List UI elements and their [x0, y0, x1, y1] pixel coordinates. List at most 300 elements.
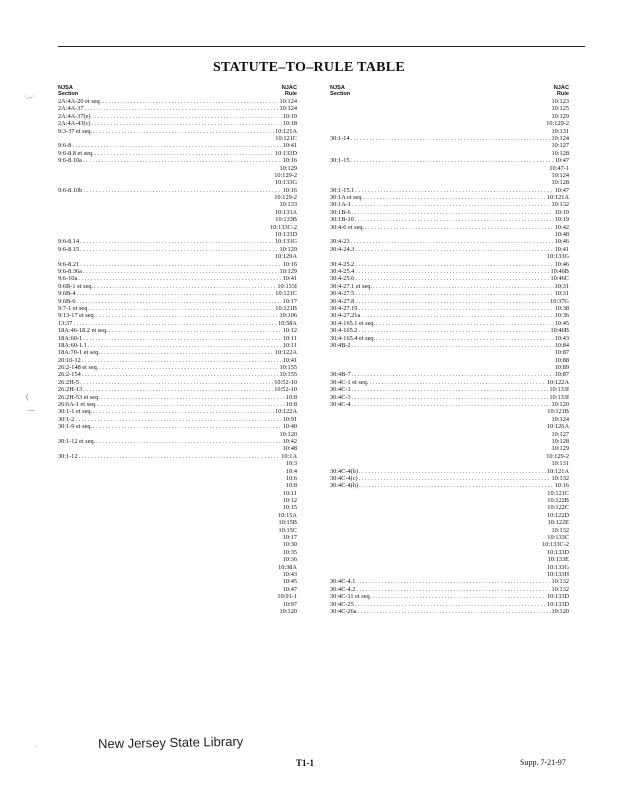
rule-citation: 10:133G — [546, 563, 569, 571]
statute-section: 30:4C-4(c) — [330, 474, 358, 482]
leader-dots — [373, 283, 554, 290]
statute-section: 20:10-12 — [58, 356, 81, 364]
table-row — [330, 150, 569, 157]
table-row — [330, 512, 569, 519]
table-row — [58, 534, 297, 541]
rule-citation: 10:16 — [282, 186, 297, 194]
table-row — [58, 172, 297, 179]
rule-citation: 10:155 — [279, 371, 297, 379]
rule-citation: 10:42 — [282, 437, 297, 445]
table-row — [330, 98, 569, 105]
leader-dots — [109, 327, 282, 334]
table-row — [330, 142, 569, 149]
statute-section: 30:1A et seq. — [330, 194, 364, 202]
rule-citation: 10:132 — [551, 474, 569, 482]
statute-section: 30:4-6 et seq. — [330, 223, 365, 231]
leader-dots — [80, 379, 273, 386]
table-row — [58, 593, 297, 600]
njsa-header: NJSA — [58, 85, 73, 91]
leader-dots — [75, 416, 281, 423]
table-row — [330, 246, 569, 253]
table-row — [58, 98, 297, 105]
rule-citation: 10:129-2 — [274, 171, 297, 179]
table-row — [58, 601, 297, 608]
leader-dots — [372, 593, 546, 600]
rule-citation: 10:120 — [279, 607, 297, 615]
statute-section: 9:13-17 et seq. — [58, 312, 96, 320]
table-row — [330, 497, 569, 504]
leader-dots — [83, 386, 273, 393]
rule-citation: 10:3 — [285, 460, 297, 468]
table-row — [330, 179, 569, 186]
table-row — [330, 283, 569, 290]
leader-dots — [83, 187, 281, 194]
rule-citation: 10:43 — [554, 334, 569, 342]
right-column-header — [330, 85, 569, 98]
rule-citation: 10:35 — [282, 548, 297, 556]
leader-dots — [98, 401, 285, 408]
rule-citation: 10:38 — [554, 304, 569, 312]
rule-citation: 10:129-2 — [546, 120, 569, 128]
rule-citation: 10:19 — [554, 216, 569, 224]
rule-citation: 10:129 — [279, 164, 297, 172]
rule-citation: 10:12 — [282, 327, 297, 335]
leader-dots — [93, 128, 274, 135]
leader-dots — [355, 246, 553, 253]
leader-dots — [376, 320, 554, 327]
rule-citation: 10:133D — [274, 231, 297, 239]
statute-section: 30:4-24.3 — [330, 245, 355, 253]
leader-dots — [355, 216, 554, 223]
leader-dots — [88, 342, 282, 349]
statute-section: 9:7-1 et seq. — [58, 304, 89, 312]
rule-citation: 10:133H — [546, 571, 569, 578]
table-row — [58, 401, 297, 408]
table-row — [330, 253, 569, 260]
top-rule — [58, 46, 585, 47]
leader-dots — [93, 423, 282, 430]
rule-citation: 10:155 — [279, 364, 297, 372]
rule-citation: 10:133D — [546, 593, 569, 601]
rule-citation: 10:11 — [282, 341, 297, 349]
rule-citation: 10:122B — [547, 497, 569, 505]
statute-section: 26:2H-53 et seq. — [58, 393, 100, 401]
statute-section: 30:4-27.1 et seq. — [330, 282, 372, 290]
rule-citation: 10:133I — [549, 393, 569, 401]
rule-citation: 10:129-2 — [546, 452, 569, 460]
rule-citation: 10:47 — [554, 157, 569, 165]
leader-dots — [358, 608, 551, 615]
table-row — [330, 601, 569, 608]
leader-dots — [83, 335, 282, 342]
table-row — [330, 312, 569, 319]
table-row — [58, 157, 297, 164]
table-row — [58, 187, 297, 194]
leader-dots — [364, 194, 546, 201]
rule-citation: 10:132 — [551, 578, 569, 586]
table-row — [330, 231, 569, 238]
rule-citation: 10:30 — [282, 541, 297, 549]
rule-citation: 10:133D — [274, 149, 297, 157]
table-row — [330, 556, 569, 563]
statute-section: 9:6B-4 — [58, 290, 76, 298]
rule-citation: 10:46 — [554, 238, 569, 246]
table-row — [58, 564, 297, 571]
table-row — [330, 408, 569, 415]
statute-section: 30:4-25.4 — [330, 267, 355, 275]
table-row — [58, 150, 297, 157]
library-stamp: New Jersey State Library — [97, 733, 244, 752]
table-row — [58, 379, 297, 386]
rule-citation: 10:121C — [547, 489, 569, 497]
table-row — [330, 401, 569, 408]
table-row — [330, 224, 569, 231]
rule-citation: 10:132 — [551, 526, 569, 534]
table-row — [330, 423, 569, 430]
margin-mark: · — [34, 742, 37, 751]
right-table-rows — [330, 98, 569, 615]
leader-dots — [359, 482, 554, 489]
leader-dots — [355, 261, 553, 268]
table-row — [58, 504, 297, 511]
leader-dots — [355, 275, 549, 282]
leader-dots — [365, 224, 554, 231]
table-row — [330, 445, 569, 452]
rule-citation: 10:40 — [282, 423, 297, 431]
leader-dots — [77, 298, 282, 305]
table-row — [58, 135, 297, 142]
table-row — [330, 275, 569, 282]
table-row — [330, 120, 569, 127]
left-table-rows — [58, 98, 297, 615]
leader-dots — [80, 246, 278, 253]
rule-citation: 10:87 — [554, 371, 569, 379]
rule-citation: 10:16 — [282, 157, 297, 165]
leader-dots — [355, 298, 549, 305]
table-row — [58, 261, 297, 268]
leader-dots — [92, 120, 282, 127]
table-row — [58, 519, 297, 526]
rule-citation: 10:8 — [285, 482, 297, 490]
rule-citation: 10:18 — [282, 120, 297, 128]
leader-dots — [99, 364, 278, 371]
rule-citation: 10:88 — [554, 356, 569, 364]
statute-section: 18A:60-1 — [58, 334, 83, 342]
leader-dots — [358, 305, 553, 312]
statute-section: 30:4-27.19 — [330, 304, 358, 312]
statute-section: 2A:4A-37 — [58, 105, 84, 113]
statute-section: 30:4-165.4 et seq. — [330, 334, 376, 342]
table-row — [58, 209, 297, 216]
table-row — [330, 187, 569, 194]
leader-dots — [352, 394, 549, 401]
table-row — [330, 209, 569, 216]
table-row — [330, 327, 569, 334]
table-row — [330, 416, 569, 423]
rule-citation: 10:121A — [546, 194, 569, 202]
statute-section: 30:4C-4.1 — [330, 578, 356, 586]
leader-dots — [355, 290, 553, 297]
leader-dots — [376, 335, 554, 342]
statute-section: 30:4-25.2 — [330, 260, 355, 268]
table-row — [58, 460, 297, 467]
rule-citation: 10:8 — [285, 401, 297, 409]
table-row — [58, 342, 297, 349]
statute-section: 9:6-8 — [58, 142, 72, 150]
leader-dots — [96, 438, 281, 445]
table-row — [330, 298, 569, 305]
rule-citation: 10:122C — [547, 504, 569, 512]
rule-citation: 10:36 — [554, 312, 569, 320]
statute-section: 9:6-8.21 — [58, 260, 80, 268]
statute-section: 9:6-8.14 — [58, 238, 80, 246]
statute-section: 30:4-23 — [330, 238, 350, 246]
statute-section: 30:4C-11 et seq. — [330, 593, 372, 601]
statute-section: 30:4B-7 — [330, 371, 351, 379]
statute-section: 9:6-8.10b — [58, 186, 83, 194]
rule-citation: 10:124 — [551, 134, 569, 142]
rule-citation: 10:122A — [274, 408, 297, 416]
rule-citation: 10:133C — [547, 534, 569, 542]
table-row — [330, 201, 569, 208]
rule-citation: 10:91-1 — [277, 593, 297, 601]
statute-section: 30:1-12 et seq. — [58, 437, 96, 445]
table-row — [58, 224, 297, 231]
table-row — [330, 305, 569, 312]
table-row — [58, 246, 297, 253]
rule-citation: 10:41 — [554, 245, 569, 253]
table-row — [58, 497, 297, 504]
leader-dots — [351, 135, 551, 142]
statute-section: 26:2H-5 — [58, 378, 79, 386]
table-row — [330, 157, 569, 164]
rule-citation: 10:84 — [554, 341, 569, 349]
table-row — [330, 549, 569, 556]
statute-section: 30:1-14 — [330, 134, 350, 142]
table-row — [58, 475, 297, 482]
njsa-header: NJSA — [330, 85, 345, 91]
section-subheader: Section — [330, 91, 351, 98]
statute-section: 30:4C-4 — [330, 401, 351, 409]
statute-section: 9:6B-1 et seq. — [58, 282, 94, 290]
table-row — [330, 564, 569, 571]
rule-citation: 10:52-10 — [274, 386, 297, 394]
statute-section: 30:1-1 et seq. — [58, 408, 93, 416]
table-row — [330, 290, 569, 297]
leader-dots — [351, 238, 554, 245]
rule-citation: 10:42 — [554, 223, 569, 231]
table-row — [58, 431, 297, 438]
rule-subheader: Rule — [284, 91, 297, 98]
statute-section: 30:4C-4(h) — [330, 482, 358, 490]
page-title: STATUTE–TO–RULE TABLE — [212, 60, 406, 75]
table-row — [58, 386, 297, 393]
rule-citation: 10:129 — [551, 445, 569, 453]
table-row — [58, 556, 297, 563]
rule-citation: 10:87 — [554, 349, 569, 357]
leader-dots — [92, 113, 282, 120]
rule-citation: 10:133E — [547, 556, 569, 564]
table-row — [330, 371, 569, 378]
table-row — [58, 320, 297, 327]
rule-citation: 10:15A — [278, 511, 297, 519]
rule-citation: 10:132 — [551, 201, 569, 209]
table-row — [330, 268, 569, 275]
njac-header: NJAC — [553, 85, 569, 91]
statute-section: 9:6-8.8 et seq. — [58, 149, 94, 157]
table-row — [330, 541, 569, 548]
rule-citation: 10:125 — [551, 105, 569, 113]
statute-section: 30:4C-4(b) — [330, 467, 358, 475]
rule-citation: 10:45 — [282, 578, 297, 586]
rule-citation: 10:124 — [551, 171, 569, 179]
leader-dots — [101, 394, 285, 401]
table-row — [58, 194, 297, 201]
table-row — [58, 201, 297, 208]
statute-section: 30:1-12 — [58, 452, 78, 460]
leader-dots — [82, 371, 279, 378]
table-row — [330, 431, 569, 438]
table-row — [330, 394, 569, 401]
table-row — [330, 453, 569, 460]
rule-citation: 10:128 — [551, 179, 569, 187]
rule-citation: 10:12 — [282, 497, 297, 505]
table-row — [58, 113, 297, 120]
table-row — [58, 142, 297, 149]
table-row — [58, 349, 297, 356]
leader-dots — [79, 453, 281, 460]
leader-dots — [352, 201, 551, 208]
statute-section: 30:4C-4.2 — [330, 585, 356, 593]
rule-citation: 10:121C — [275, 290, 297, 298]
rule-citation: 10:124 — [279, 105, 297, 113]
leader-dots — [80, 238, 274, 245]
leader-dots — [77, 290, 275, 297]
rule-citation: 10:127 — [551, 142, 569, 150]
rule-citation: 10:1A — [281, 452, 297, 460]
table-row — [330, 320, 569, 327]
rule-citation: 10:120 — [551, 401, 569, 409]
statute-section: 30:1B-6 — [330, 208, 351, 216]
rule-citation: 10:122E — [547, 519, 569, 527]
statute-section: 30:4B-2 — [330, 341, 351, 349]
section-subheader: Section — [58, 91, 79, 98]
statute-section: 30:4-25.6 — [330, 275, 355, 283]
statute-section: 26:2H-13 — [58, 386, 83, 394]
table-row — [58, 364, 297, 371]
statute-section: 2A:4A-43(c) — [58, 120, 91, 128]
rule-citation: 10:47 — [282, 585, 297, 593]
table-row — [330, 593, 569, 600]
table-row — [330, 135, 569, 142]
table-row — [330, 357, 569, 364]
rule-citation: 10:121A — [546, 467, 569, 475]
rule-citation: 10:46B — [550, 327, 569, 335]
leader-dots — [72, 142, 281, 149]
rule-citation: 10:133G — [274, 238, 297, 246]
leader-dots — [85, 105, 279, 112]
table-row — [58, 105, 297, 112]
table-row — [58, 453, 297, 460]
rule-citation: 10:48 — [282, 445, 297, 453]
table-row — [330, 172, 569, 179]
statute-section: 30:4C-1 — [330, 386, 351, 394]
rule-citation: 10:126A — [546, 423, 569, 431]
table-row — [58, 571, 297, 578]
rule-citation: 10:31 — [554, 282, 569, 290]
table-row — [58, 335, 297, 342]
statute-section: 26:2-154 — [58, 371, 81, 379]
table-row — [330, 578, 569, 585]
margin-mark: ( — [26, 392, 29, 401]
rule-citation: 10:45 — [554, 319, 569, 327]
statute-section: 30:4-27.21a — [330, 312, 361, 320]
margin-mark: ‿ — [28, 402, 35, 411]
leader-dots — [73, 320, 277, 327]
leader-dots — [80, 261, 281, 268]
rule-citation: 10:133G — [274, 179, 297, 187]
table-row — [330, 586, 569, 593]
rule-citation: 10:36 — [282, 556, 297, 564]
table-row — [58, 445, 297, 452]
rule-citation: 10:129 — [279, 267, 297, 275]
rule-citation: 10:47-1 — [549, 164, 569, 172]
table-row — [58, 268, 297, 275]
table-row — [58, 165, 297, 172]
rule-citation: 10:122D — [546, 511, 569, 519]
statute-section: 30:4C-1 et seq. — [330, 378, 369, 386]
rule-citation: 10:124 — [551, 415, 569, 423]
leader-dots — [96, 312, 278, 319]
rule-citation: 10:41 — [282, 142, 297, 150]
rule-citation: 10:11 — [282, 334, 297, 342]
table-row — [58, 128, 297, 135]
rule-citation: 10:133D — [546, 548, 569, 556]
table-row — [330, 379, 569, 386]
table-row — [330, 113, 569, 120]
table-row — [330, 261, 569, 268]
table-row — [58, 423, 297, 430]
rule-citation: 10:52-10 — [274, 378, 297, 386]
rule-citation: 10:46 — [554, 260, 569, 268]
table-row — [58, 120, 297, 127]
leader-dots — [78, 275, 281, 282]
leader-dots — [352, 342, 554, 349]
rule-citation: 10:131 — [551, 460, 569, 468]
rule-citation: 10:6 — [285, 474, 297, 482]
statute-section: 30:4-165.2 — [330, 327, 358, 335]
page-number: T1-1 — [296, 758, 314, 768]
table-row — [58, 527, 297, 534]
statute-section: 30:1-15.1 — [330, 186, 355, 194]
leader-dots — [82, 357, 282, 364]
supplement-date: Supp. 7-21-97 — [520, 758, 566, 767]
leader-dots — [359, 475, 551, 482]
table-row — [58, 578, 297, 585]
table-row — [330, 608, 569, 615]
leader-dots — [355, 601, 546, 608]
statute-section: 13:37 — [58, 319, 73, 327]
rule-citation: 10:133I — [277, 282, 297, 290]
rule-citation: 10:38A — [278, 563, 297, 571]
rule-citation: 10:11 — [282, 489, 297, 497]
statute-section: 30:4C-25 — [330, 600, 354, 608]
rule-citation: 10:8 — [285, 393, 297, 401]
rule-citation: 10:48 — [554, 231, 569, 239]
rule-citation: 10:43 — [282, 571, 297, 578]
rule-citation: 10:133A — [274, 208, 297, 216]
rule-citation: 10:16 — [282, 260, 297, 268]
